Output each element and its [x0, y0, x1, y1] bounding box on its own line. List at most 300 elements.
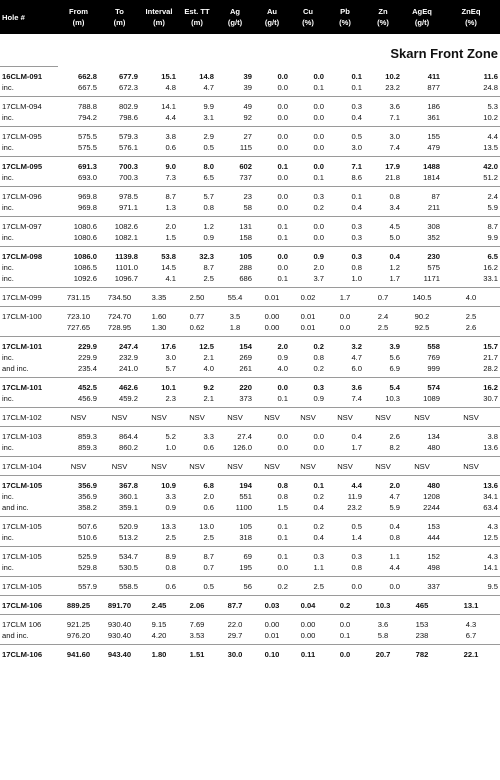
value-cell: 0.1	[290, 476, 326, 492]
hole-id-cell: inc.	[2, 562, 14, 572]
value-cell: 3.6	[364, 97, 402, 113]
value-cell: 0.4	[313, 532, 324, 542]
hole-id-cell: inc.	[2, 273, 14, 283]
value-cell: 1.80	[140, 645, 178, 661]
value-cell: 677.9	[118, 71, 138, 81]
value-cell: 4.0	[203, 363, 214, 373]
value-cell: 1.51	[178, 645, 216, 661]
group-spacer	[0, 660, 500, 663]
hole-id-cell: inc.	[2, 393, 14, 403]
value-cell: 14.1	[140, 97, 178, 113]
value-cell: 3.1	[203, 112, 214, 122]
value-cell: 0.1	[254, 517, 290, 533]
value-cell: NSV	[290, 457, 326, 473]
value-cell: 56	[216, 577, 254, 593]
value-cell: 1.2	[389, 262, 400, 272]
column-header	[140, 0, 178, 34]
hole-row	[0, 596, 500, 612]
value-cell: 0.0	[339, 322, 351, 332]
value-cell: 4.3	[442, 517, 500, 533]
value-cell: 976.20	[66, 630, 91, 640]
value-cell: 3.35	[140, 288, 178, 304]
value-cell: 0.1	[254, 217, 290, 233]
value-cell: 731.15	[58, 288, 99, 304]
value-cell: 1.5	[165, 232, 176, 242]
value-cell: 930.40	[99, 615, 140, 631]
value-cell: 0.3	[326, 217, 364, 233]
value-cell: 23	[216, 187, 254, 203]
column-header-label: Au	[266, 7, 278, 16]
value-cell: 32.3	[178, 247, 216, 263]
value-cell: 723.10	[58, 307, 99, 323]
hole-id-cell: 17CLM-100	[0, 307, 58, 323]
hole-row	[0, 517, 500, 533]
value-cell: 87.7	[216, 596, 254, 612]
value-cell: 1.0	[351, 273, 362, 283]
sub-interval-row	[0, 630, 500, 641]
value-cell: 930.40	[107, 630, 132, 640]
hole-id-cell: inc.	[2, 491, 14, 501]
value-cell: 288	[239, 262, 252, 272]
hole-id-cell: inc.	[2, 442, 14, 452]
hole-id-cell: inc.	[2, 112, 14, 122]
value-cell: 2.5	[442, 307, 500, 323]
value-cell: 0.0	[254, 127, 290, 143]
value-cell: 0.0	[326, 615, 364, 631]
value-cell: 134	[402, 427, 442, 443]
value-cell: 10.9	[140, 476, 178, 492]
hole-row	[0, 476, 500, 492]
value-cell: 0.9	[165, 502, 176, 512]
column-header-unit: (%)	[302, 18, 314, 27]
value-cell: 9.5	[442, 577, 500, 593]
value-cell: 0.77	[178, 307, 216, 323]
value-cell: 92	[243, 112, 252, 122]
sub-interval-row	[0, 273, 500, 284]
value-cell: 39	[243, 82, 252, 92]
value-cell: 0.9	[313, 393, 324, 403]
value-cell: 0.2	[254, 577, 290, 593]
hole-id-cell: 17CLM-105	[0, 577, 58, 593]
value-cell: 361	[427, 112, 440, 122]
hole-id-cell: 16CLM-091	[0, 67, 58, 83]
value-cell: 5.3	[442, 97, 500, 113]
hole-id-cell: 17CLM-098	[0, 247, 58, 263]
value-cell: 672.3	[118, 82, 138, 92]
column-header	[0, 0, 58, 34]
value-cell: 0.0	[277, 562, 288, 572]
value-cell: 0.3	[326, 547, 364, 563]
value-cell: 480	[402, 476, 442, 492]
value-cell: 0.0	[254, 187, 290, 203]
hole-row	[0, 408, 500, 424]
value-cell: 220	[216, 378, 254, 394]
table-header	[0, 0, 500, 34]
value-cell: 3.3	[165, 491, 176, 501]
value-cell: 337	[402, 577, 442, 593]
value-cell: 860.2	[118, 442, 138, 452]
value-cell: 9.0	[140, 157, 178, 173]
value-cell: 1.7	[351, 442, 362, 452]
value-cell: 12.5	[483, 532, 498, 542]
value-cell: 115	[239, 142, 252, 152]
value-cell: 10.3	[364, 596, 402, 612]
value-cell: 0.0	[254, 378, 290, 394]
value-cell: 9.2	[178, 378, 216, 394]
value-cell: 971.1	[118, 202, 138, 212]
value-cell: 7.4	[389, 142, 400, 152]
value-cell: 1.7	[389, 273, 400, 283]
value-cell: 0.3	[351, 232, 362, 242]
value-cell: 727.65	[66, 322, 91, 332]
value-cell: 0.5	[326, 517, 364, 533]
value-cell: 513.2	[118, 532, 138, 542]
value-cell: 558.5	[99, 577, 140, 593]
value-cell: 153	[402, 615, 442, 631]
value-cell: 1.60	[140, 307, 178, 323]
value-cell: 49	[216, 97, 254, 113]
value-cell: 9.9	[487, 232, 498, 242]
value-cell: 0.0	[277, 112, 288, 122]
value-cell: NSV	[254, 408, 290, 424]
value-cell: 0.8	[165, 562, 176, 572]
value-cell: 520.9	[99, 517, 140, 533]
value-cell: 5.0	[389, 232, 400, 242]
value-cell: 798.6	[118, 112, 138, 122]
value-cell: 1.3	[165, 202, 176, 212]
section-title: Skarn Front Zone	[390, 46, 498, 62]
value-cell: 0.1	[277, 393, 288, 403]
hole-row	[0, 97, 500, 113]
column-header-label: Est. TT	[184, 7, 210, 16]
value-cell: 0.8	[389, 532, 400, 542]
value-cell: 1086.0	[58, 247, 99, 263]
value-cell: 557.9	[58, 577, 99, 593]
value-cell: 30.7	[483, 393, 498, 403]
value-cell: 529.8	[77, 562, 97, 572]
column-header	[402, 0, 442, 34]
column-header	[99, 0, 140, 34]
value-cell: 3.4	[389, 202, 400, 212]
value-cell: 0.0	[326, 645, 364, 661]
value-cell: 5.4	[364, 378, 402, 394]
value-cell: 356.9	[58, 476, 99, 492]
sub-interval-row	[0, 262, 500, 273]
value-cell: 0.8	[277, 491, 288, 501]
value-cell: NSV	[364, 408, 402, 424]
value-cell: 7.1	[326, 157, 364, 173]
sub-interval-row	[0, 82, 500, 93]
value-cell: NSV	[254, 457, 290, 473]
value-cell: 90.2	[402, 307, 442, 323]
value-cell: 23.2	[347, 502, 362, 512]
value-cell: 4.1	[165, 273, 176, 283]
sub-interval-row	[0, 442, 500, 453]
value-cell: 558	[402, 337, 442, 353]
column-header	[254, 0, 290, 34]
value-cell: 0.00	[300, 630, 316, 640]
value-cell: 921.25	[58, 615, 99, 631]
value-cell: 691.3	[58, 157, 99, 173]
value-cell: 889.25	[58, 596, 99, 612]
value-cell: 0.1	[277, 532, 288, 542]
value-cell: 1.1	[364, 547, 402, 563]
value-cell: NSV	[326, 457, 364, 473]
hole-id-cell: inc.	[2, 352, 14, 362]
value-cell: 0.0	[313, 112, 324, 122]
sub-interval-row	[0, 112, 500, 123]
value-cell: 498	[427, 562, 440, 572]
value-cell: 4.4	[389, 562, 400, 572]
value-cell: 3.6	[326, 378, 364, 394]
sub-interval-row	[0, 232, 500, 243]
value-cell: 69	[216, 547, 254, 563]
hole-row	[0, 67, 500, 83]
value-cell: 686	[239, 273, 252, 283]
hole-row	[0, 288, 500, 304]
value-cell: 1086.5	[73, 262, 97, 272]
value-cell: 0.1	[326, 187, 364, 203]
value-cell: 941.60	[58, 645, 99, 661]
value-cell: 194	[216, 476, 254, 492]
value-cell: 0.0	[254, 97, 290, 113]
hole-row	[0, 378, 500, 394]
hole-row	[0, 457, 500, 473]
sub-interval-row	[0, 352, 500, 363]
hole-row	[0, 337, 500, 353]
value-cell: 0.9	[290, 247, 326, 263]
hole-id-cell: 17CLM-105	[0, 476, 58, 492]
sub-interval-row	[0, 491, 500, 502]
value-cell: 14.8	[199, 71, 214, 81]
value-cell: NSV	[326, 408, 364, 424]
sub-interval-row	[0, 172, 500, 183]
group-spacer-cell	[0, 660, 500, 663]
value-cell: 0.8	[254, 476, 290, 492]
value-cell: 769	[427, 352, 440, 362]
value-cell: 10.2	[483, 112, 498, 122]
value-cell: 734.50	[99, 288, 140, 304]
value-cell: 551	[239, 491, 252, 501]
value-cell: 525.9	[58, 547, 99, 563]
value-cell: 0.1	[313, 172, 324, 182]
value-cell: 0.03	[254, 596, 290, 612]
value-cell: 0.0	[326, 307, 364, 323]
hole-row	[0, 187, 500, 203]
value-cell: 1080.6	[73, 232, 97, 242]
value-cell: 3.0	[165, 352, 176, 362]
value-cell: 15.7	[442, 337, 500, 353]
value-cell: 4.0	[442, 288, 500, 304]
value-cell: 53.8	[140, 247, 178, 263]
value-cell: 0.4	[364, 517, 402, 533]
value-cell: 33.1	[483, 273, 498, 283]
value-cell: 158	[239, 232, 252, 242]
value-cell: 51.2	[483, 172, 498, 182]
value-cell: 356.9	[77, 491, 97, 501]
hole-id-cell: inc.	[2, 232, 14, 242]
hole-id-cell: 17CLM-095	[0, 127, 58, 143]
value-cell: 459.2	[118, 393, 138, 403]
value-cell: NSV	[99, 457, 140, 473]
value-cell: 5.8	[377, 630, 389, 640]
value-cell: NSV	[99, 408, 140, 424]
value-cell: 13.1	[442, 596, 500, 612]
value-cell: 1139.8	[99, 247, 140, 263]
value-cell: 14.1	[483, 562, 498, 572]
value-cell: 11.6	[483, 71, 498, 81]
value-cell: 358.2	[77, 502, 97, 512]
value-cell: 318	[239, 532, 252, 542]
value-cell: 0.0	[290, 127, 326, 143]
value-cell: 969.8	[58, 187, 99, 203]
value-cell: 8.7	[140, 187, 178, 203]
value-cell: 360.1	[118, 491, 138, 501]
value-cell: 0.0	[277, 202, 288, 212]
value-cell: 155	[402, 127, 442, 143]
column-header-label: Ag	[229, 7, 241, 16]
value-cell: 0.4	[326, 427, 364, 443]
value-cell: 0.10	[254, 645, 290, 661]
value-cell: 7.4	[351, 393, 362, 403]
value-cell: 92.5	[414, 322, 430, 332]
value-cell: 0.02	[290, 288, 326, 304]
sub-interval-row	[0, 322, 500, 333]
hole-id-cell: inc.	[2, 82, 14, 92]
value-cell: 232.9	[118, 352, 138, 362]
value-cell: 28.2	[483, 363, 498, 373]
hole-row	[0, 247, 500, 263]
value-cell: 269	[239, 352, 252, 362]
value-cell: 5.7	[178, 187, 216, 203]
value-cell: 2.0	[140, 217, 178, 233]
value-cell: 0.2	[290, 517, 326, 533]
value-cell: 0.4	[313, 502, 324, 512]
value-cell: 480	[427, 442, 440, 452]
value-cell: 802.9	[99, 97, 140, 113]
value-cell: 1100	[235, 502, 252, 512]
value-cell: 1.1	[313, 562, 324, 572]
sub-interval-row	[0, 202, 500, 213]
value-cell: 943.40	[99, 645, 140, 661]
value-cell: 3.8	[140, 127, 178, 143]
hole-id-cell: 17CLM-103	[0, 427, 58, 443]
value-cell: 0.1	[351, 82, 362, 92]
value-cell: 1.30	[151, 322, 167, 332]
value-cell: 2.0	[364, 476, 402, 492]
value-cell: 1.0	[165, 442, 176, 452]
value-cell: 1080.6	[58, 217, 99, 233]
value-cell: 2.1	[203, 393, 214, 403]
value-cell: 14.5	[161, 262, 176, 272]
value-cell: 39	[243, 71, 252, 81]
value-cell: 662.8	[77, 71, 97, 81]
value-cell: 2.4	[364, 307, 402, 323]
value-cell: 0.8	[351, 262, 362, 272]
value-cell: NSV	[216, 457, 254, 473]
value-cell: 0.1	[351, 71, 362, 81]
column-header	[216, 0, 254, 34]
value-cell: 1814	[423, 172, 440, 182]
value-cell: 452.5	[58, 378, 99, 394]
hole-row	[0, 547, 500, 563]
value-cell: 411	[427, 71, 440, 81]
value-cell: 13.0	[178, 517, 216, 533]
value-cell: 2.9	[178, 127, 216, 143]
value-cell: 794.2	[77, 112, 97, 122]
column-header-unit: (%)	[377, 18, 389, 27]
value-cell: 153	[402, 517, 442, 533]
hole-row	[0, 645, 500, 661]
value-cell: 3.0	[351, 142, 362, 152]
hole-id-cell: inc.	[2, 262, 14, 272]
sub-interval-row	[0, 363, 500, 374]
value-cell: 5.2	[140, 427, 178, 443]
value-cell: 465	[402, 596, 442, 612]
sub-interval-row	[0, 393, 500, 404]
value-cell: 0.00	[264, 322, 280, 332]
hole-id-cell: 17CLM 106	[0, 615, 58, 631]
value-cell: 0.2	[313, 202, 324, 212]
value-cell: 0.8	[351, 562, 362, 572]
value-cell: 2.6	[465, 322, 477, 332]
hole-id-cell: 17CLM-105	[0, 517, 58, 533]
value-cell: 575.5	[77, 142, 97, 152]
value-cell: 0.1	[339, 630, 351, 640]
value-cell: NSV	[442, 408, 500, 424]
value-cell: 0.1	[277, 232, 288, 242]
value-cell: 3.9	[364, 337, 402, 353]
value-cell: 0.3	[326, 247, 364, 263]
value-cell: 0.3	[290, 378, 326, 394]
value-cell: 126.0	[232, 442, 252, 452]
column-header	[442, 0, 500, 34]
value-cell: 0.5	[326, 127, 364, 143]
column-header-label: To	[115, 7, 124, 16]
value-cell: 0.1	[254, 157, 290, 173]
value-cell: 2.06	[178, 596, 216, 612]
value-cell: 0.3	[326, 97, 364, 113]
value-cell: NSV	[58, 457, 99, 473]
value-cell: 4.7	[351, 352, 362, 362]
value-cell: 782	[402, 645, 442, 661]
value-cell: 978.5	[99, 187, 140, 203]
value-cell: 6.8	[178, 476, 216, 492]
value-cell: 1101.0	[115, 262, 138, 272]
value-cell: 0.04	[290, 596, 326, 612]
value-cell: 700.3	[99, 157, 140, 173]
column-header	[178, 0, 216, 34]
value-cell: 0.6	[140, 577, 178, 593]
value-cell: 2.4	[442, 187, 500, 203]
hole-row	[0, 427, 500, 443]
value-cell: 3.5	[216, 307, 254, 323]
column-header-unit: (m)	[113, 18, 126, 27]
value-cell: 13.6	[483, 442, 498, 452]
value-cell: 0.2	[313, 363, 324, 373]
value-cell: 10.1	[140, 378, 178, 394]
value-cell: 0.0	[277, 142, 288, 152]
hole-id-cell: 17CLM-099	[0, 288, 58, 304]
value-cell: 2.5	[203, 273, 214, 283]
value-cell: 15.1	[161, 71, 176, 81]
value-cell: 0.1	[254, 547, 290, 563]
value-cell: 0.4	[351, 112, 362, 122]
value-cell: 367.8	[99, 476, 140, 492]
value-cell: 6.9	[389, 363, 400, 373]
value-cell: 507.6	[58, 517, 99, 533]
value-cell: 462.6	[99, 378, 140, 394]
